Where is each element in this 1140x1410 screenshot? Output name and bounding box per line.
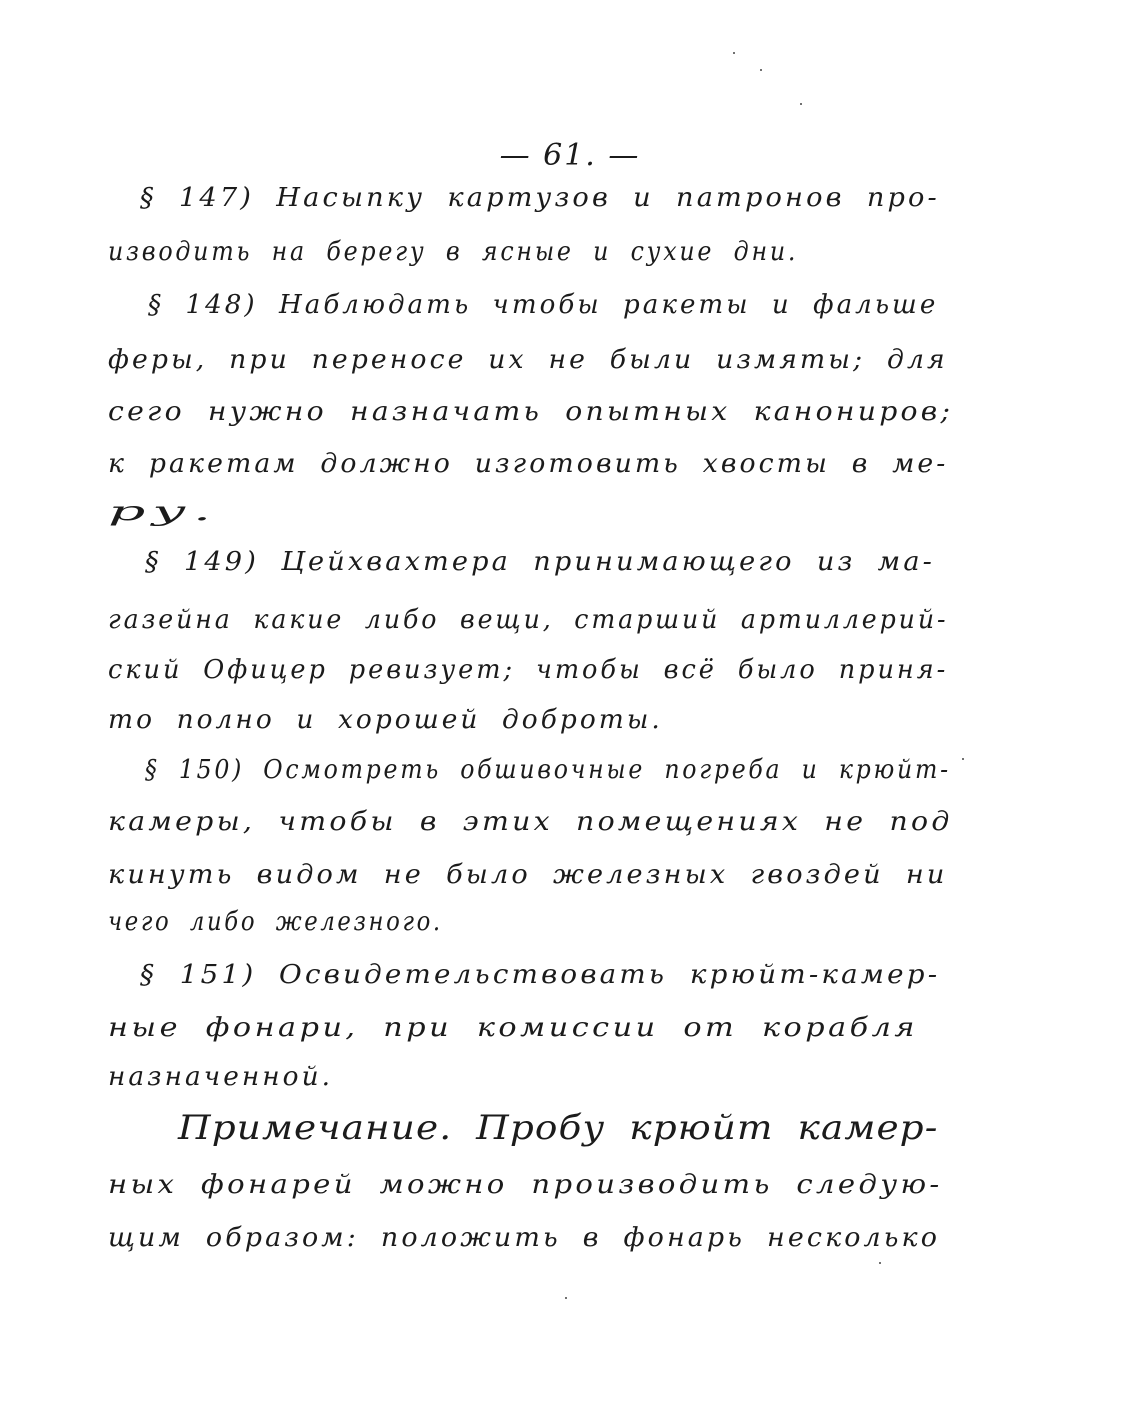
text-line-2: изводить на берегу в ясные и сухие дни.: [108, 237, 799, 267]
note-line-1: Примечание. Пробу крюйт камер-: [178, 1108, 939, 1148]
text-line-3: § 148) Наблюдать чтобы ракеты и фальше: [148, 290, 939, 320]
paper-speck: [760, 69, 762, 71]
text-line-14: кинуть видом не было железных гвоздей ни: [108, 860, 948, 890]
paper-speck: [733, 52, 735, 54]
text-line-13: камеры, чтобы в этих помещениях не под: [108, 807, 953, 837]
text-line-16: § 151) Освидетельствовать крюйт-камер-: [140, 960, 941, 990]
text-line-12: § 150) Осмотреть обшивочные погреба и крюйт-: [145, 755, 951, 785]
text-line-18: назначенной.: [108, 1062, 334, 1092]
page-number: — 61. —: [499, 138, 641, 173]
paper-speck: [800, 103, 802, 105]
text-line-7: ру.: [108, 497, 219, 527]
text-line-9: газейна какие либо вещи, старший артиллерий-: [108, 605, 949, 635]
text-line-17: ные фонари, при комиссии от корабля: [108, 1013, 918, 1043]
paper-speck: [962, 758, 964, 760]
text-line-11: то полно и хорошей доброты.: [108, 705, 663, 735]
text-line-15: чего либо железного.: [108, 907, 443, 937]
text-line-6: к ракетам должно изготовить хвосты в ме-: [108, 449, 949, 479]
text-line-8: § 149) Цейхвахтера принимающего из ма-: [145, 547, 936, 577]
text-line-5: сего нужно назначать опытных канониров;: [108, 397, 954, 427]
text-line-1: § 147) Насыпку картузов и патронов про-: [140, 183, 940, 213]
text-line-10: ский Офицер ревизует; чтобы всё было приня-: [108, 655, 949, 685]
note-line-2: ных фонарей можно производить следую-: [108, 1170, 943, 1200]
note-line-3: щим образом: положить в фонарь несколько: [108, 1223, 941, 1253]
paper-speck: [879, 1262, 881, 1264]
text-line-4: феры, при переносе их не были измяты; для: [108, 345, 948, 375]
paper-speck: [565, 1297, 567, 1299]
